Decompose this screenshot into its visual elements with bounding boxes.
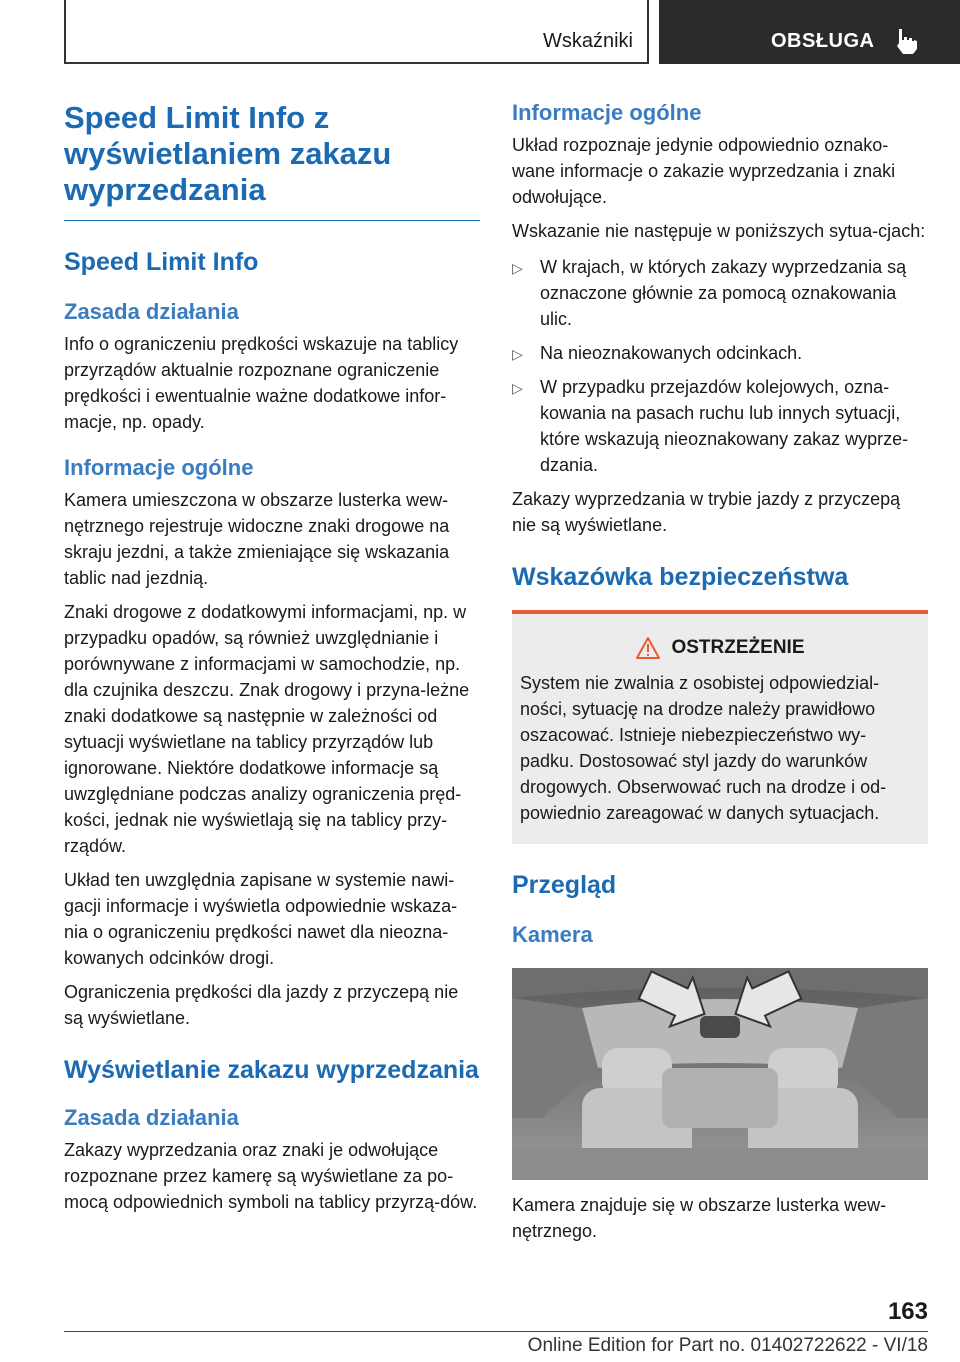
warning-label: OSTRZEŻENIE (671, 637, 805, 658)
list-item-text: W przypadku przejazdów kolejowych, ozna-kowania na pasach ruchu lub innych sytuacji, które wskazują nieoznakowany zakaz wyprze-dzania. (540, 377, 909, 475)
heading-kamera: Kamera (512, 922, 593, 947)
footer-rule (64, 1331, 928, 1332)
header-section-frame (64, 0, 649, 64)
list-item (512, 374, 928, 478)
warning-triangle-icon (635, 636, 661, 660)
list-item-text: Na nieoznakowanych odcinkach. (540, 343, 803, 363)
warning-text: System nie zwalnia z osobistej odpowiedzial-ności, sytuację na drodze należy prawidłowo oszacować. Istnieje niebezpieczeństwo wy-padku. Dostosować styl jazdy do warunków drogowych. Obserwować ruch na drodze i od-powiednio zareagować w danych sytuacjach. (520, 673, 887, 823)
photo-caption: Kamera znajduje się w obszarze lusterka wew-nętrznego. (512, 1195, 887, 1241)
paragraph-info-1: Kamera umieszczona w obszarze lusterka wew-nętrznego rejestruje widoczne znaki drogowe na skraju jezdni, a także zmieniające się wskazania tablic nad jezdnią. (64, 490, 450, 588)
heading-informacje-ogolne-right: Informacje ogólne (512, 100, 702, 125)
paragraph-zasada-1: Info o ograniczeniu prędkości wskazuje na tablicy przyrządów aktualnie rozpoznane ograniczenie prędkości i ewentualnie ważne dodatkowe infor-macje, np. opady. (64, 334, 459, 432)
triangle-right-icon: ▷ (512, 260, 523, 276)
list-item (512, 340, 928, 366)
paragraph-info-2: Znaki drogowe z dodatkowymi informacjami, np. w przypadku opadów, są również uwzględnianie i porównywane z informacjami w samochodzie, np. dla czujnika deszczu. Znak drogowy i przyna-leżne znaki dodatkowe są następnie w zależności od sytuacji wyświetlane na tablicy przyrządów lub ignorowane. Niektóre dodatkowe informacje są uwzględniane podczas analizy ograniczenia pręd-kości, jednak nie wyświetlają się na tablicy przy-rządów. (64, 602, 470, 856)
paragraph-right-2: Wskazanie nie następuje w poniższych sytua-cjach: (512, 221, 926, 241)
heading-wyswietlanie: Wyświetlanie zakazu wyprzedzania (64, 1056, 479, 1084)
heading-zasada-dzialania-2: Zasada działania (64, 1105, 239, 1130)
paragraph-info-3: Układ ten uwzględnia zapisane w systemie nawi-gacji informacje i wyświetla odpowiednie wskaza-nia o ograniczeniu prędkości nawet dla nieozna-kowanych odcinków drogi. (64, 870, 458, 968)
warning-header (520, 636, 920, 660)
header-chapter-title: OBSŁUGA (771, 30, 875, 52)
triangle-right-icon: ▷ (512, 380, 523, 396)
situation-list (512, 254, 928, 478)
title-rule (64, 220, 480, 221)
footer-edition: Online Edition for Part no. 01402722622 - VI/18 (527, 1335, 928, 1356)
paragraph-right-1: Układ rozpoznaje jedynie odpowiednio oznako-wane informacje o zakazie wyprzedzania i znaki odwołujące. (512, 135, 896, 207)
right-column (512, 100, 928, 1244)
heading-speed-limit-info: Speed Limit Info (64, 248, 259, 276)
paragraph-zasada-2: Zakazy wyprzedzania oraz znaki je odwołujące rozpoznane przez kamerę są wyświetlane za po-mocą odpowiednich symboli na tablicy przyrzą-dów. (64, 1140, 478, 1212)
camera-location-photo (512, 968, 928, 1180)
heading-wskazowka: Wskazówka bezpieczeństwa (512, 563, 849, 591)
paragraph-right-3: Zakazy wyprzedzania w trybie jazdy z przyczepą nie są wyświetlane. (512, 489, 901, 535)
header-section-title: Wskaźniki (542, 30, 633, 52)
left-column (64, 100, 480, 1215)
page-number: 163 (887, 1298, 928, 1325)
header-chapter-tab (659, 0, 960, 64)
heading-informacje-ogolne: Informacje ogólne (64, 455, 254, 480)
heading-przeglad: Przegląd (512, 871, 617, 899)
list-item (512, 254, 928, 332)
pointing-hand-icon (891, 26, 921, 56)
page-title: Speed Limit Info z wyświetlaniem zakazu wyprzedzania (64, 100, 392, 207)
warning-box (512, 610, 928, 844)
triangle-right-icon: ▷ (512, 346, 523, 362)
paragraph-info-4: Ograniczenia prędkości dla jazdy z przyczepą nie są wyświetlane. (64, 982, 459, 1028)
list-item-text: W krajach, w których zakazy wyprzedzania są oznaczone głównie za pomocą oznakowania ulic. (540, 257, 907, 329)
heading-zasada-dzialania: Zasada działania (64, 299, 239, 324)
car-interior-illustration (512, 968, 928, 1180)
